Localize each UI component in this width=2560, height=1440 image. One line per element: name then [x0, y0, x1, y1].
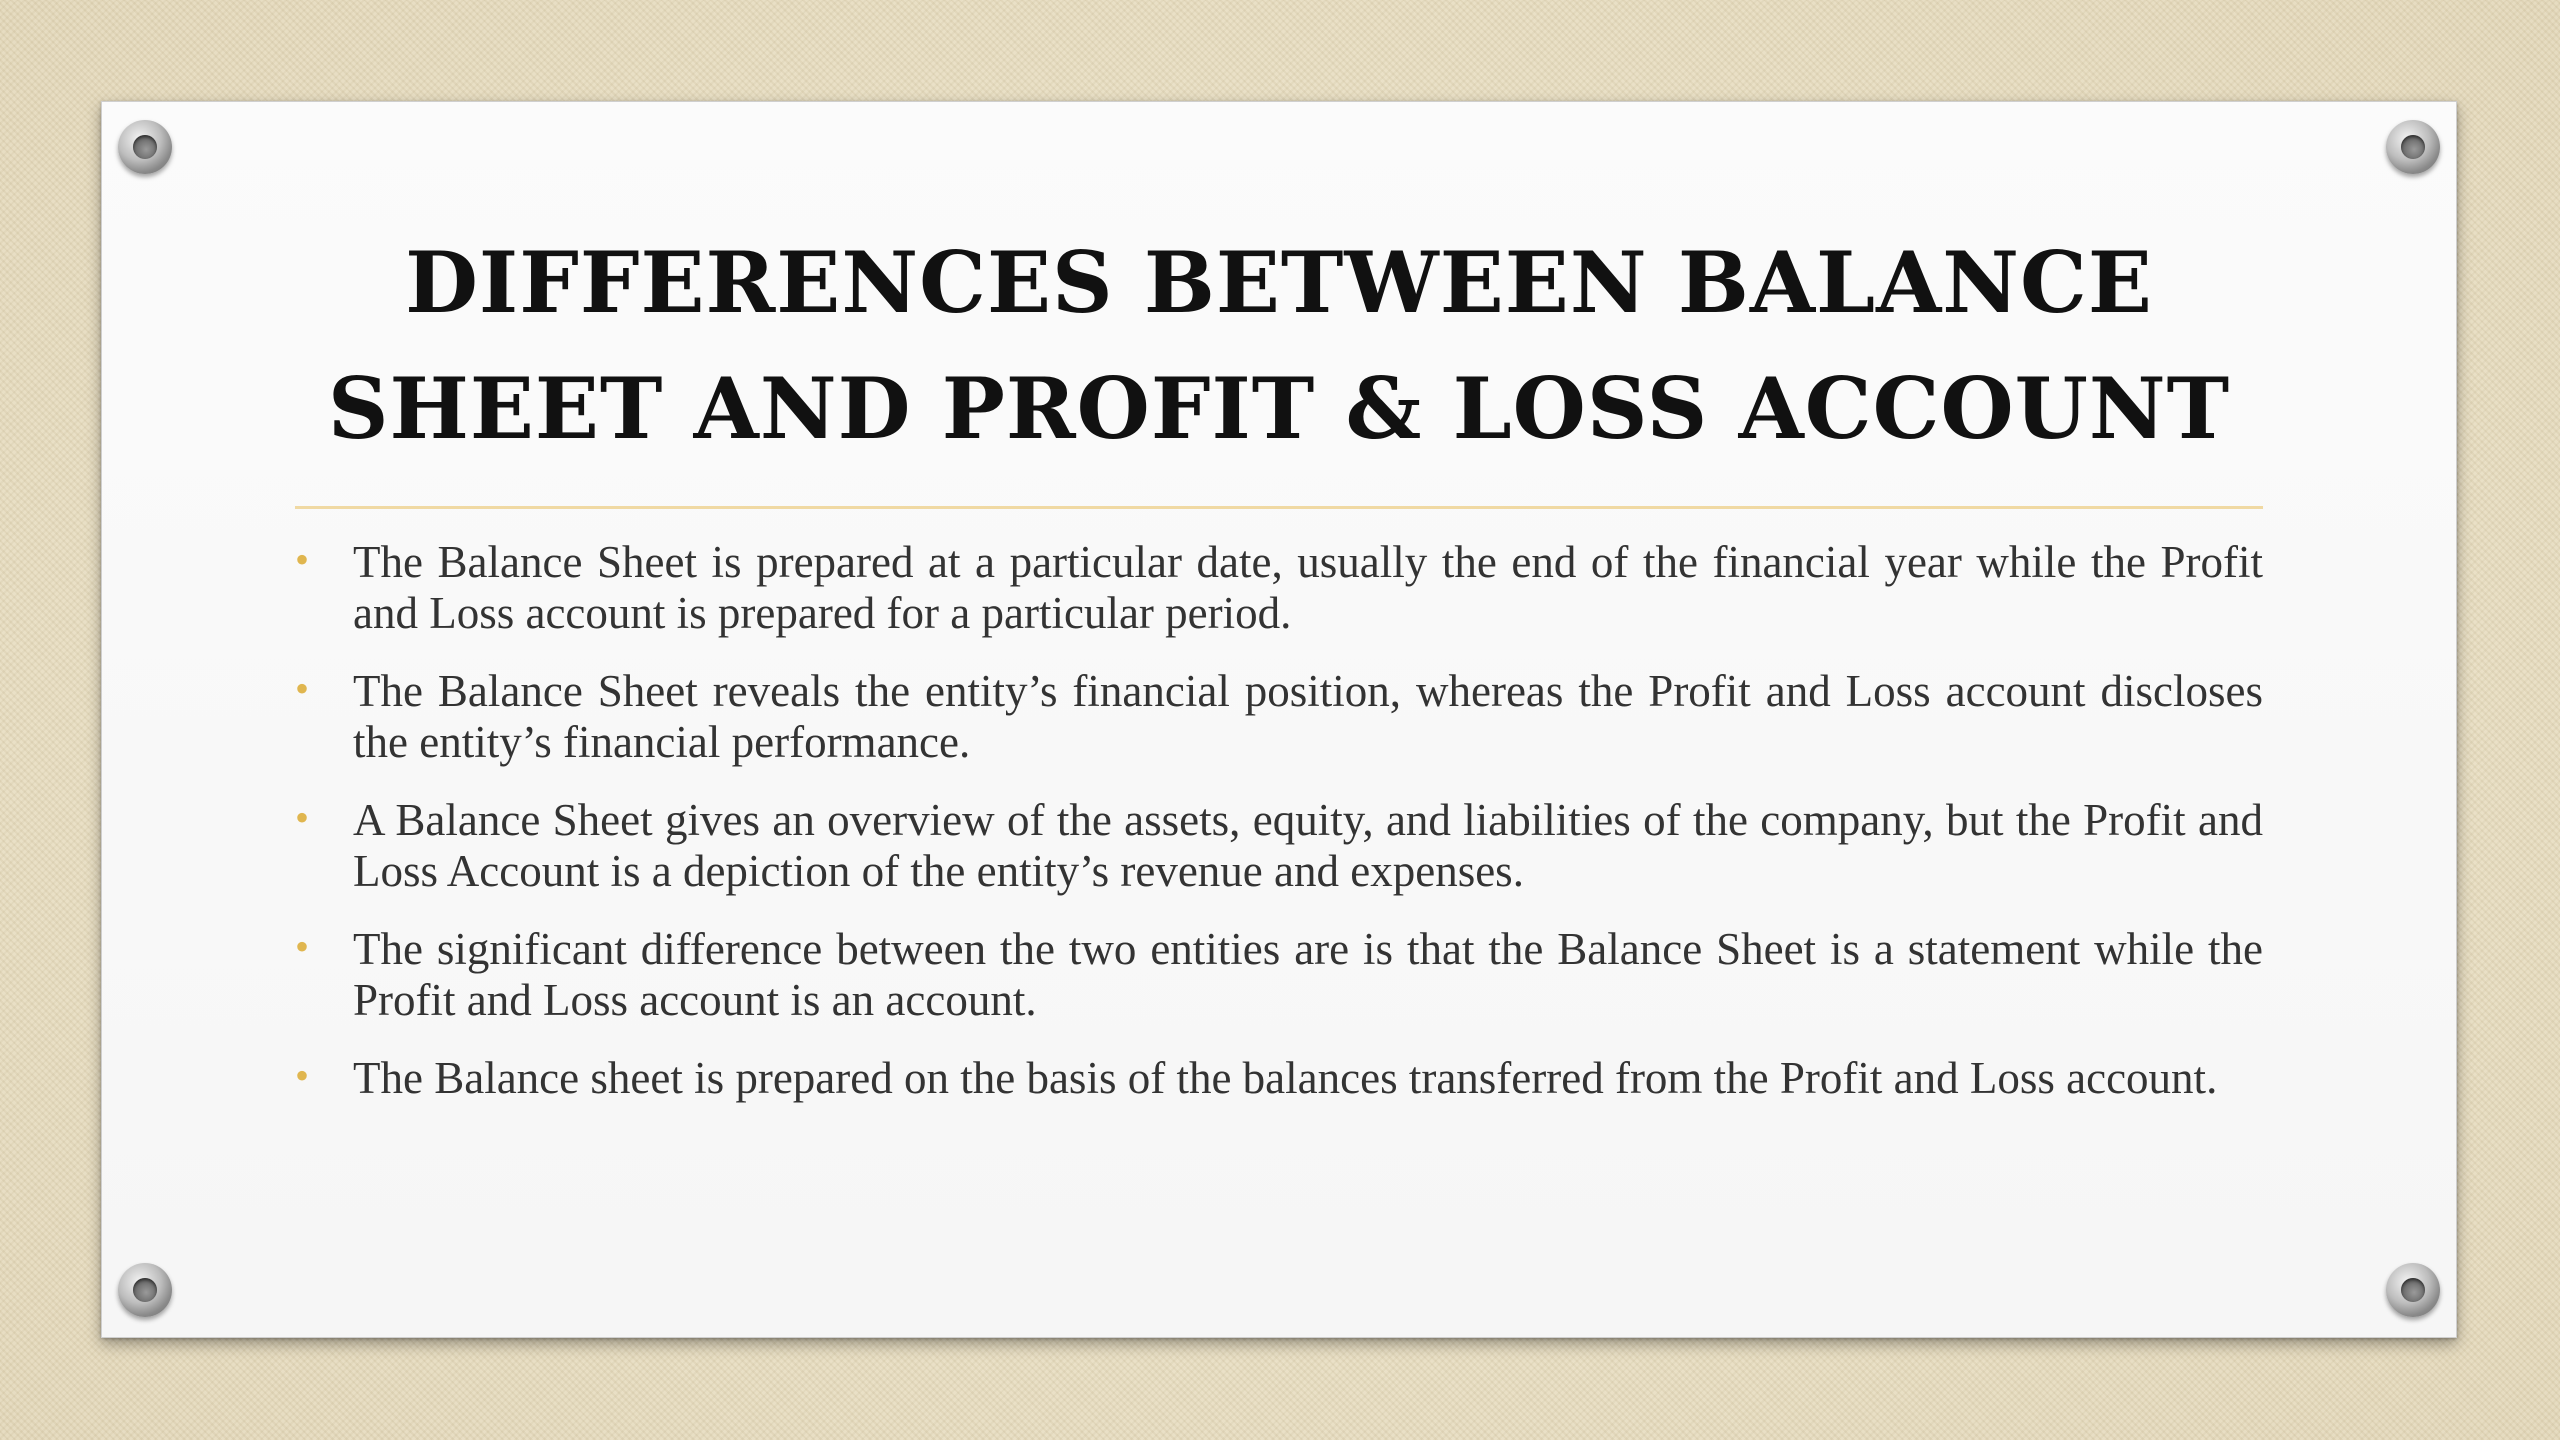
bullet-text: The significant difference between the two entities are is that the Balance Sheet is a statement while the Profit and Loss account is an account.	[353, 924, 2263, 1025]
bullet-item	[295, 795, 2263, 897]
bullet-dot-icon: •	[295, 924, 310, 969]
slide-title: DIFFERENCES BETWEEN BALANCE SHEET AND PROFIT & LOSS ACCOUNT	[327, 233, 2231, 458]
title-divider	[295, 506, 2263, 509]
grommet-icon	[2386, 1263, 2440, 1317]
bullet-dot-icon: •	[295, 795, 310, 840]
bullet-list	[295, 537, 2263, 1131]
grommet-icon	[118, 120, 172, 174]
bullet-item	[295, 924, 2263, 1026]
grommet-icon	[2386, 120, 2440, 174]
bullet-text: The Balance sheet is prepared on the basis of the balances transferred from the Profit and Loss account.	[353, 1053, 2218, 1103]
bullet-text: A Balance Sheet gives an overview of the assets, equity, and liabilities of the company, but the Profit and Loss Account is a depiction of the entity’s revenue and expenses.	[353, 795, 2263, 896]
bullet-dot-icon: •	[295, 537, 310, 582]
bullet-dot-icon: •	[295, 1053, 310, 1098]
bullet-dot-icon: •	[295, 666, 310, 711]
bullet-item	[295, 537, 2263, 639]
slide-panel	[101, 101, 2457, 1338]
bullet-text: The Balance Sheet is prepared at a particular date, usually the end of the financial year while the Profit and Loss account is prepared for a particular period.	[353, 537, 2263, 638]
bullet-item	[295, 1053, 2263, 1104]
grommet-icon	[118, 1263, 172, 1317]
bullet-text: The Balance Sheet reveals the entity’s financial position, whereas the Profit and Loss account discloses the entity’s financial performance.	[353, 666, 2263, 767]
bullet-item	[295, 666, 2263, 768]
